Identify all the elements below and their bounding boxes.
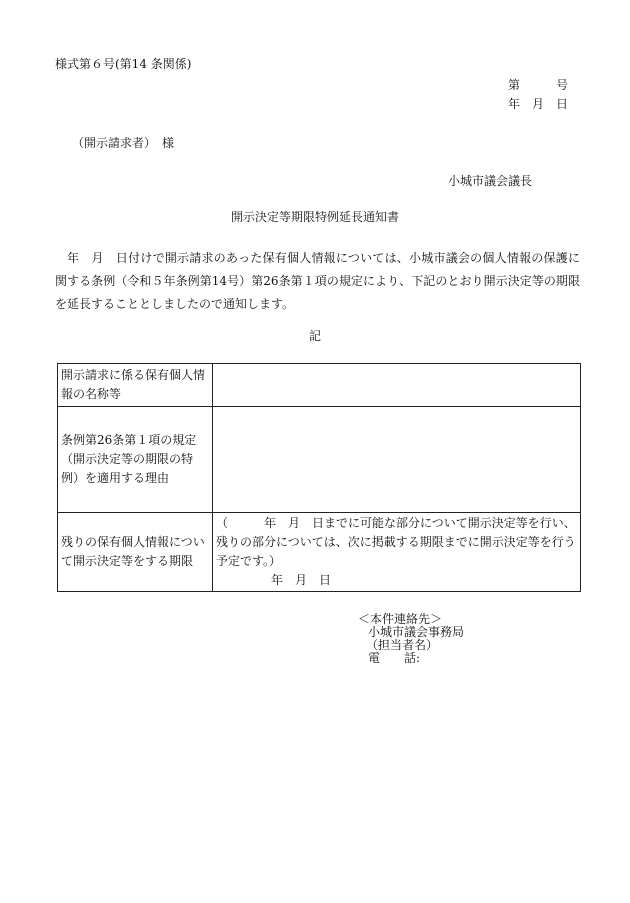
- row-value-info-name: [213, 364, 581, 407]
- sender-line: 小城市議会議長: [448, 174, 533, 188]
- contact-office: 小城市議会事務局: [368, 625, 465, 639]
- document-date: 年 月 日: [508, 97, 569, 111]
- details-table: [57, 363, 581, 592]
- row-value-deadline: [213, 513, 581, 592]
- deadline-text: （ 年 月 日までに可能な部分について開示決定等を行い、残りの部分については、次に掲載する期限までに開示決定等を行う予定です。）: [216, 516, 576, 568]
- recipient-line: （開示請求者） 様: [72, 136, 175, 150]
- ki-heading: 記: [308, 329, 321, 343]
- row-label-reason: 条例第26条第１項の規定（開示決定等の期限の特例）を適用する理由: [58, 407, 213, 513]
- contact-phone: 電 話:: [368, 651, 421, 665]
- body-paragraph: 年 月 日付けで開示請求のあった保有個人情報については、小城市議会の個人情報の保護に関する条例（令和５年条例第14号）第26条第１項の規定により、下記のとおり開示決定等の期限を延長することとしましたので通知します。: [55, 251, 580, 311]
- contact-person: （担当者名）: [366, 638, 439, 652]
- row-label-info-name: 開示請求に係る保有個人情報の名称等: [58, 364, 213, 407]
- contact-heading: ＜本件連絡先＞: [358, 612, 443, 626]
- deadline-date: 年 月 日: [271, 573, 332, 587]
- document-number: 第 号: [508, 78, 569, 92]
- form-number: 様式第６号(第14 条関係): [55, 57, 192, 71]
- document-title: 開示決定等期限特例延長通知書: [230, 210, 399, 224]
- table-row: [58, 364, 581, 407]
- row-label-deadline: 残りの保有個人情報について開示決定等をする期限: [58, 513, 213, 592]
- contact-block: [358, 613, 464, 665]
- table-row: [58, 407, 581, 513]
- row-value-reason: [213, 407, 581, 513]
- table-row: [58, 513, 581, 592]
